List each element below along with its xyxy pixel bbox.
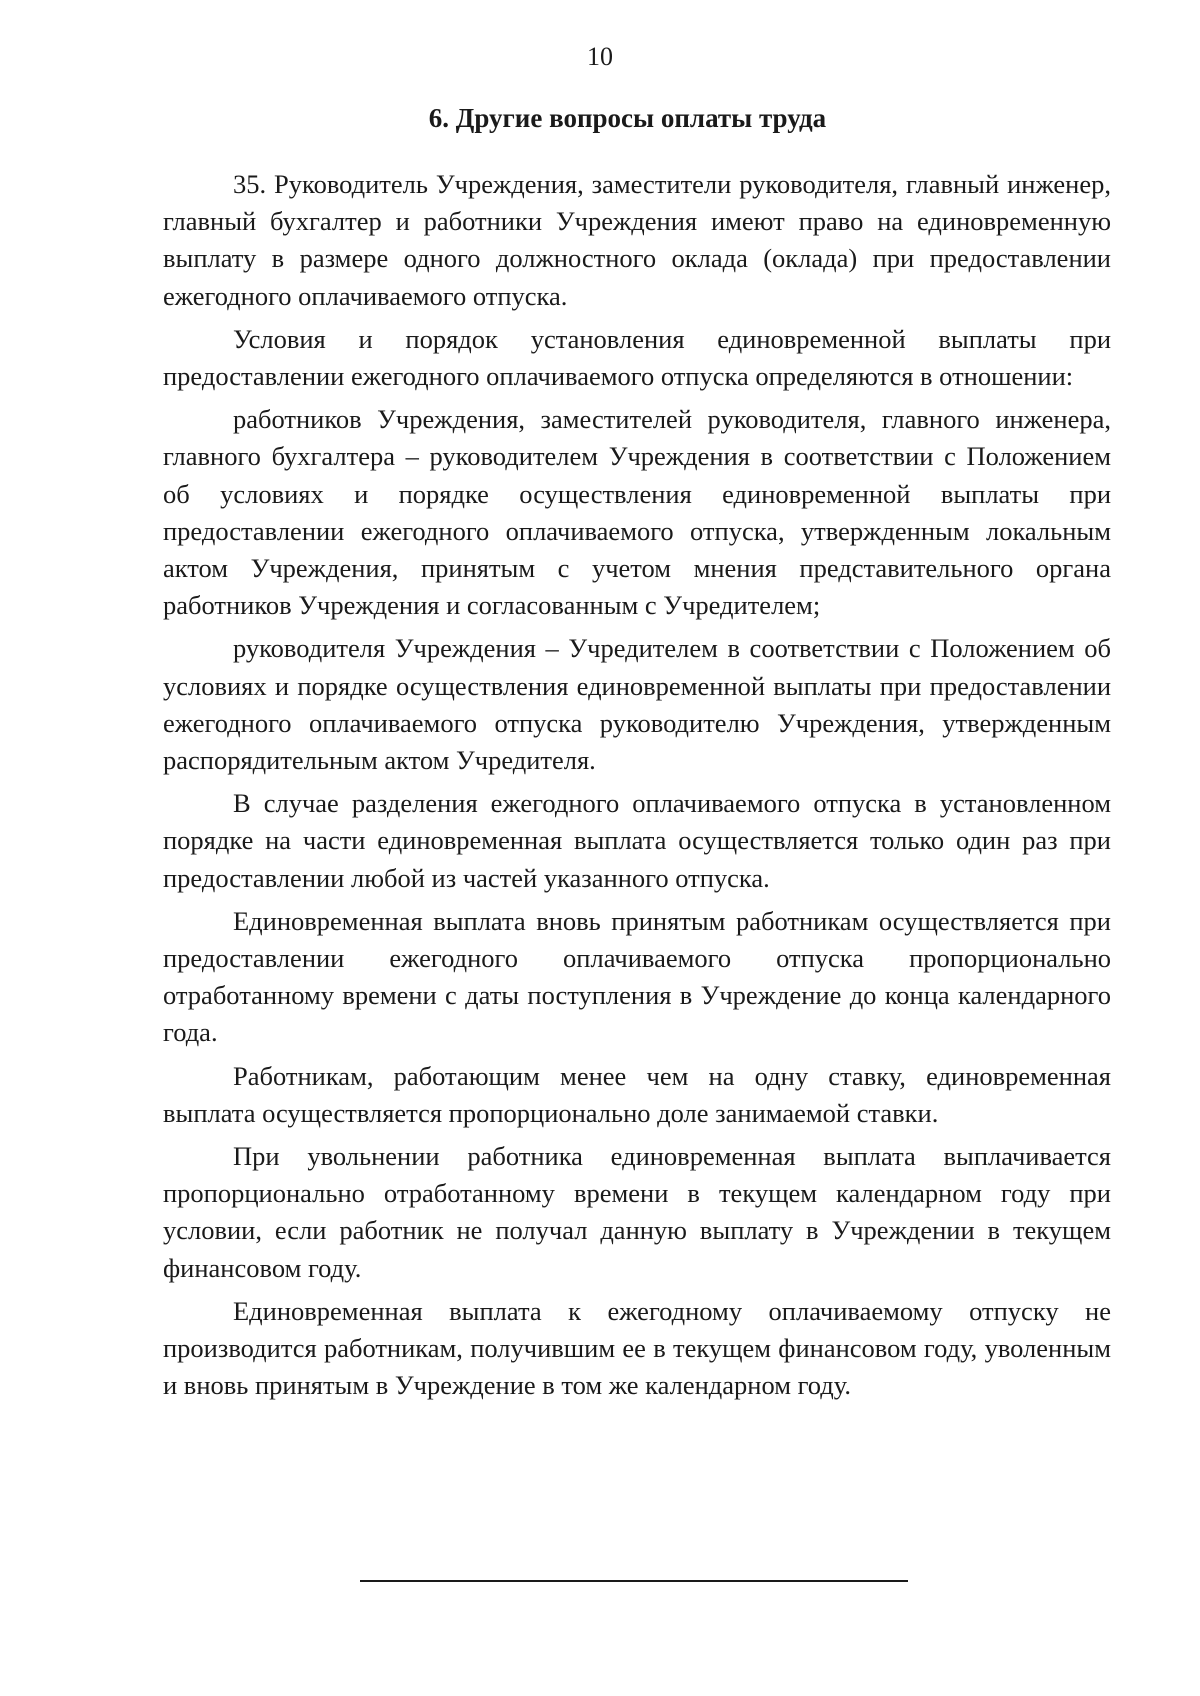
paragraph-new-employees: Единовременная выплата вновь принятым работникам осуществляется при предоставлении ежегодного оплачиваемого отпуска пропорционально отработанному времени с даты поступления в Учреждение до конца календарного года. <box>163 905 1111 1048</box>
paragraph-part-time: Работникам, работающим менее чем на одну ставку, единовременная выплата осуществляется пропорционально доле занимаемой ставки. <box>163 1060 1111 1128</box>
paragraph-employees: работников Учреждения, заместителей руководителя, главного инженера, главного бухгалтера – руководителем Учреждения в соответствии с Положением об условиях и порядке осуществления единовременной выплаты при предоставлении ежегодного оплачиваемого отпуска, утвержденным локальным актом Учреждения, принятым с учетом мнения представительного органа работников Учреждения и согласованным с Учредителем; <box>163 404 1111 621</box>
paragraph-head: руководителя Учреждения – Учредителем в соответствии с Положением об условиях и порядке осуществления единовременной выплаты при предоставлении ежегодного оплачиваемого отпуска руководителю Учреждения, утвержденным распорядительным актом Учредителя. <box>163 633 1111 776</box>
document-body <box>163 166 1111 1405</box>
paragraph-split-leave: В случае разделения ежегодного оплачиваемого отпуска в установленном порядке на части единовременная выплата осуществляется только один раз при предоставлении любой из частей указанного отпуска. <box>163 788 1111 893</box>
section-title: 6. Другие вопросы оплаты труда <box>428 103 827 133</box>
paragraph-conditions: Условия и порядок установления единовременной выплаты при предоставлении ежегодного оплачиваемого отпуска определяются в отношении: <box>163 323 1111 392</box>
paragraph-exclusion: Единовременная выплата к ежегодному оплачиваемому отпуску не производится работникам, получившим ее в текущем финансовом году, уволенным и вновь принятым в Учреждение в том же календарном году. <box>163 1295 1111 1401</box>
paragraph-dismissal: При увольнении работника единовременная выплата выплачивается пропорционально отработанному времени в текущем календарном году при условии, если работник не получал данную выплату в Учреждении в текущем финансовом году. <box>163 1141 1111 1283</box>
end-rule <box>360 1580 908 1582</box>
paragraph-35: 35. Руководитель Учреждения, заместители руководителя, главный инженер, главный бухгалтер и работники Учреждения имеют право на единовременную выплату в размере одного должностного оклада (оклада) при предоставлении ежегодного оплачиваемого отпуска. <box>163 169 1111 311</box>
page-number: 10 <box>587 42 613 71</box>
